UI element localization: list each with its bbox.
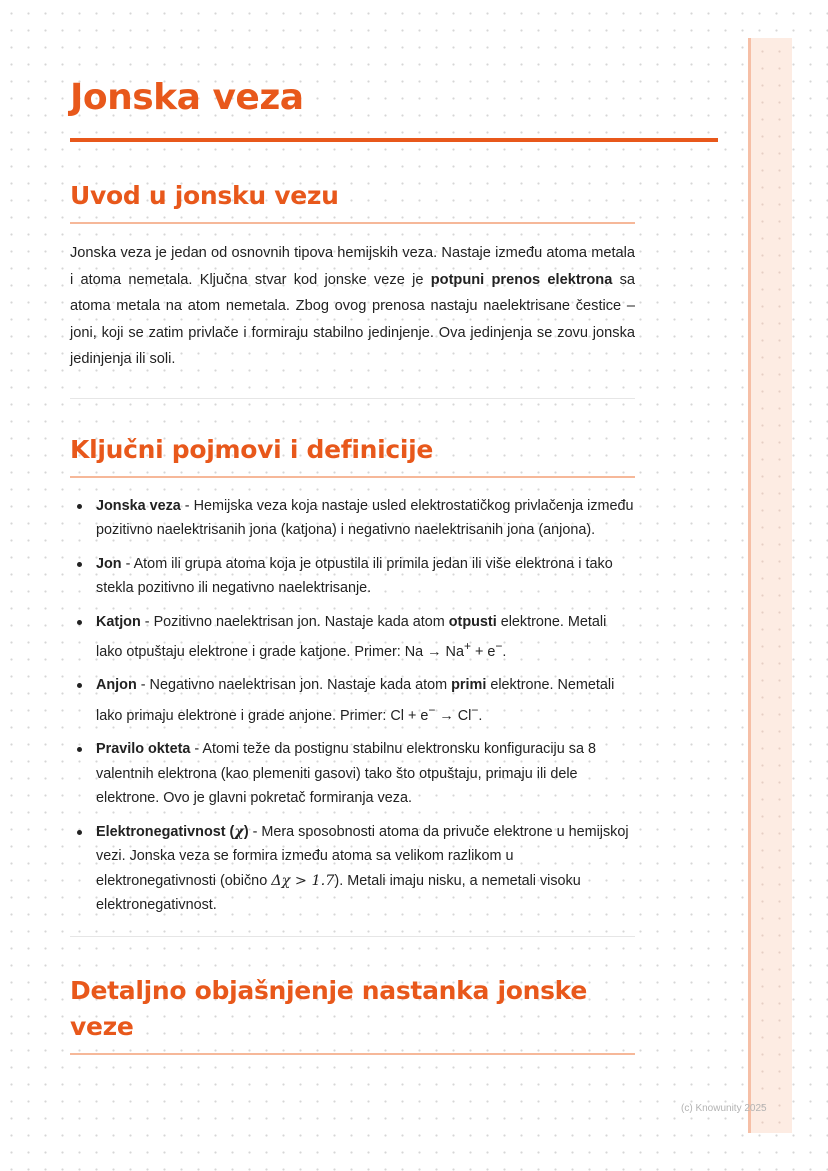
section-heading-underline [70, 222, 635, 224]
superscript: − [428, 702, 436, 717]
term-description: . [502, 643, 507, 660]
footer-copyright: (c) Knowunity 2025 [681, 1103, 767, 1114]
term-description: - Atomi teže da postignu stabilnu elektronsku konfiguraciju sa 8 valentnih elektrona (kao plemeniti gasovi) tako što otpuštaju, primaju ili dele elektrone. Ovo je glavni pokretač formiranja veza. [96, 741, 596, 807]
math-expression: Δχ > 1.7 [271, 872, 335, 889]
intro-paragraph [70, 240, 635, 373]
section-divider [70, 398, 635, 399]
term-emphasis: otpusti [448, 613, 497, 630]
document-content [70, 72, 720, 1055]
term-description: elektrone. Nemetali lako primaju elektrone i grade anjone. Primer: Cl + e [96, 677, 615, 724]
title-underline [70, 138, 718, 142]
superscript: − [471, 702, 479, 717]
chi-symbol: χ [234, 822, 244, 840]
term-label: Pravilo okteta [96, 741, 191, 758]
list-item-elektronegativnost [70, 820, 635, 918]
term-description: - Negativno naelektrisan jon. Nastaje kada atom [136, 677, 452, 694]
term-label: Jon [96, 555, 122, 572]
list-item-pravilo-okteta [70, 737, 635, 811]
term-label: Jonska veza [96, 497, 181, 514]
term-description: - Hemijska veza koja nastaje usled elektrostatičkog privlačenja između pozitivno naelektrisanih jona (katjona) i negativno naelektrisanih jona (anjona). [96, 497, 634, 538]
term-description: → Cl [435, 707, 472, 724]
term-emphasis: primi [451, 677, 487, 694]
section-heading-detail: Detaljno objašnjenje nastanka jonske veze [70, 975, 587, 1041]
list-item-jonska-veza [70, 494, 635, 543]
term-description: - Pozitivno naelektrisan jon. Nastaje kada atom [140, 613, 449, 630]
page-title: Jonska veza [70, 77, 304, 118]
term-description: ). Metali imaju nisku, a nemetali visoku elektronegativnost. [96, 872, 581, 914]
section-detail [70, 973, 720, 1055]
term-description: + e [470, 643, 496, 660]
section-heading-underline [70, 1053, 635, 1055]
intro-text-1: Jonska veza je jedan od osnovnih tipova hemijskih veza. Nastaje između atoma metala i atoma nemetala. Ključna stvar kod jonske veze je [70, 245, 635, 288]
superscript: − [495, 639, 503, 653]
list-item-katjon [70, 610, 635, 665]
section-definitions [70, 432, 720, 918]
section-heading-underline [70, 476, 635, 478]
section-heading-intro: Uvod u jonsku vezu [70, 181, 339, 210]
superscript: + [463, 639, 471, 653]
definitions-list [70, 494, 635, 918]
term-label: Anjon [96, 677, 137, 694]
term-label-end: ) [243, 823, 249, 840]
page-margin-strip [748, 38, 792, 1133]
term-label: Katjon [96, 613, 141, 630]
section-divider [70, 936, 635, 937]
term-label: Elektronegativnost ( [96, 823, 235, 840]
term-description: elektrone. Metali lako otpuštaju elektrone i grade katjone. Primer: Na → Na [96, 613, 607, 660]
list-item-jon [70, 552, 635, 601]
term-description: . [478, 707, 483, 724]
intro-text-bold: potpuni prenos elektrona [430, 271, 613, 288]
list-item-anjon [70, 673, 635, 728]
intro-text-2: sa atoma metala na atom nemetala. Zbog ovog prenosa nastaju naelektrisane čestice – joni, koji se zatim privlače i formiraju stabilno jedinjenje. Ova jedinjenja se zovu jonska jedinjenja ili soli. [70, 271, 635, 367]
section-intro [70, 178, 720, 373]
section-heading-definitions: Ključni pojmovi i definicije [70, 434, 434, 464]
term-description: - Mera sposobnosti atoma da privuče elektrone u hemijskoj vezi. Jonska veza se formira između atoma sa velikom razlikom u elektronegativnosti (obično [96, 823, 629, 889]
term-description: - Atom ili grupa atoma koja je otpustila ili primila jedan ili više elektrona i tako stekla pozitivno ili negativno naelektrisanje. [96, 555, 613, 596]
